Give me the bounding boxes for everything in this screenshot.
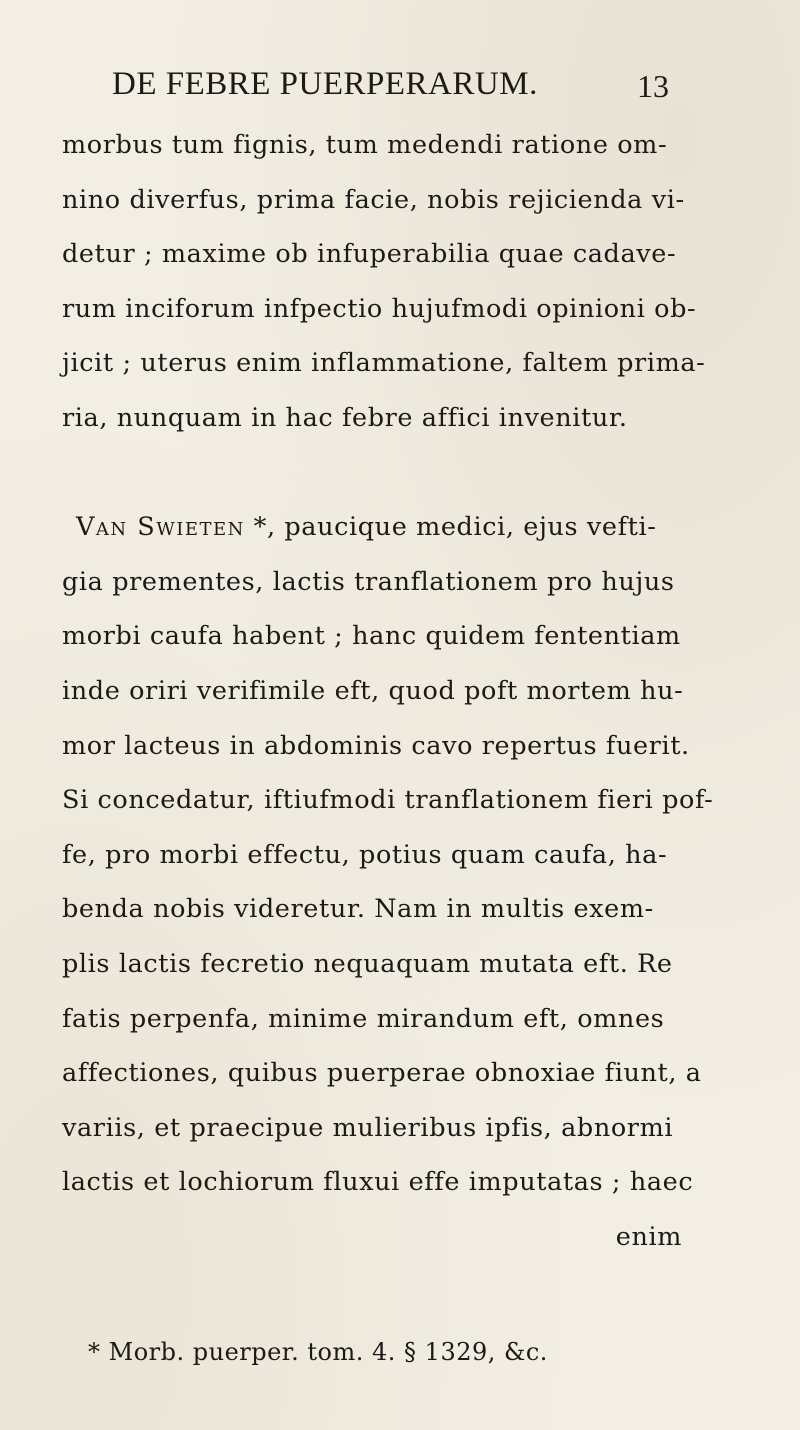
text-line: benda nobis videretur. Nam in multis exem- <box>62 894 654 925</box>
footnote: * Morb. puerper. tom. 4. § 1329, &c. <box>88 1338 548 1366</box>
text-line: rum inciforum infpectio hujufmodi opinioni ob- <box>62 293 697 324</box>
text-line-rest: *, paucique medici, ejus vefti- <box>244 512 657 543</box>
author-name: Van Swieten <box>76 512 245 543</box>
text-line: fatis perpenfa, minime mirandum eft, omnes <box>62 1003 665 1034</box>
text-line: inde oriri verifimile eft, quod poft mortem hu- <box>62 675 684 706</box>
text-line: ria, nunquam in hac febre affici invenitur. <box>62 402 628 433</box>
text-line: gia prementes, lactis tranflationem pro hujus <box>62 566 675 597</box>
text-line: nino diverfus, prima facie, nobis rejicienda vi- <box>62 184 685 215</box>
text-line: lactis et lochiorum fluxui effe imputatas ; haec <box>62 1167 694 1198</box>
text-line: jicit ; uterus enim inflammatione, faltem prima- <box>62 348 706 379</box>
text-line: plis lactis fecretio nequaquam mutata eft. Re <box>62 948 673 979</box>
catchword: enim <box>615 1221 682 1252</box>
running-head-title: DE FEBRE PUERPERARUM. <box>112 66 538 102</box>
text-line <box>62 500 682 555</box>
text-line: mor lacteus in abdominis cavo repertus fuerit. <box>62 730 690 761</box>
page-number: 13 <box>637 68 669 104</box>
text-line: detur ; maxime ob infuperabilia quae cadave- <box>62 239 677 270</box>
paragraph-gap <box>62 446 682 501</box>
running-head <box>112 66 712 106</box>
text-line: fe, pro morbi effectu, potius quam caufa, ha- <box>62 839 668 870</box>
text-line: morbus tum fignis, tum medendi ratione om- <box>62 130 668 160</box>
text-line: variis, et praecipue mulieribus ipfis, abnormi <box>62 1112 674 1143</box>
text-line: affectiones, quibus puerperae obnoxiae fiunt, a <box>62 1058 702 1089</box>
body-text <box>62 118 714 1264</box>
text-line: morbi caufa habent ; hanc quidem fententiam <box>62 621 681 652</box>
text-line: Si concedatur, iftiufmodi tranflationem fieri pof- <box>62 785 714 816</box>
